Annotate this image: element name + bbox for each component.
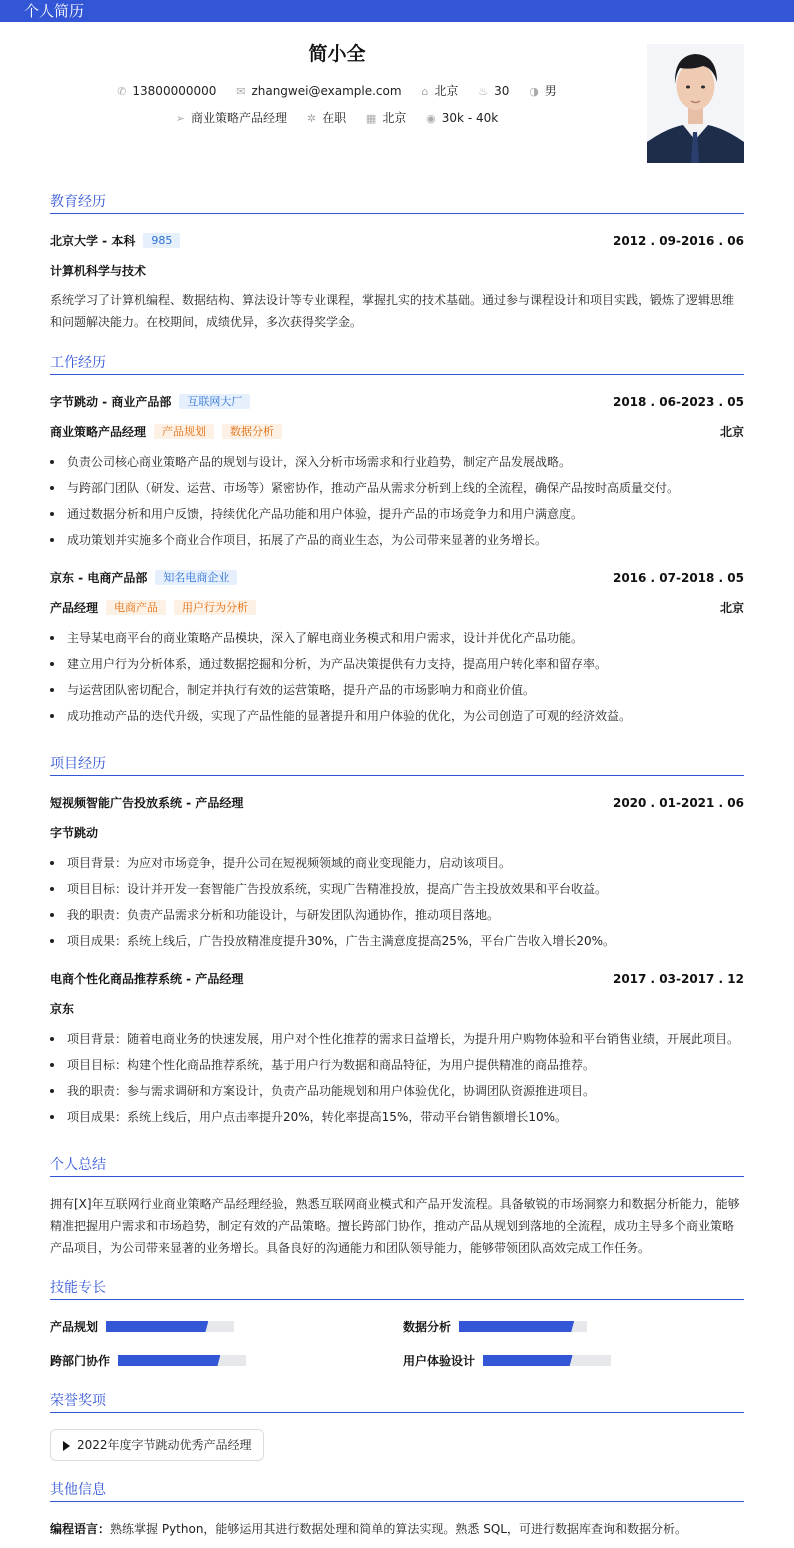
company-tag: 互联网大厂: [179, 394, 250, 409]
contact-row: [0, 83, 674, 100]
list-item: 我的职责：参与需求调研和方案设计，负责产品功能规划和用户体验优化，协调团队资源推进项目。: [50, 1083, 595, 1099]
status-item: [307, 110, 346, 127]
location-text: 北京: [434, 84, 459, 98]
job-intent-row: [0, 110, 674, 127]
project-date: 2017 . 03-2017 . 12: [612, 972, 744, 986]
skill-bar: [106, 1321, 234, 1332]
list-item: 项目目标：设计并开发一套智能广告投放系统，实现广告精准投放，提高广告主投放效果和平台收益。: [50, 881, 607, 897]
phone-icon: ✆: [117, 85, 127, 98]
section-divider: [50, 213, 744, 214]
caret-right-icon: [63, 1441, 70, 1451]
list-item: 成功策划并实施多个商业合作项目，拓展了产品的商业生态，为公司带来显著的业务增长。: [50, 532, 547, 548]
skill-label: 数据分析: [403, 1320, 452, 1334]
company-name: 字节跳动 - 商业产品部: [50, 395, 172, 409]
education-date: 2012 . 09-2016 . 06: [612, 234, 744, 248]
list-item: 通过数据分析和用户反馈，持续优化产品功能和用户体验，提升产品的市场竞争力和用户满意度。: [50, 506, 583, 522]
company-name: 京东 - 电商产品部: [50, 571, 148, 585]
role-name: 产品经理: [50, 601, 99, 615]
school-name: 北京大学 - 本科: [50, 234, 136, 248]
role-tag: 电商产品: [106, 600, 166, 615]
work-company: [50, 570, 237, 586]
work-city: 北京: [719, 425, 744, 439]
summary-line: 拥有[X]年互联网行业商业策略产品经理经验，熟悉互联网商业模式和产品开发流程。具备敏锐的市场洞察力和数据分析能力，能够: [50, 1197, 740, 1211]
skill-bar-fill: [483, 1355, 573, 1366]
list-item: 我的职责：负责产品需求分析和功能设计，与研发团队沟通协作，推动项目落地。: [50, 907, 499, 923]
list-item: 与运营团队密切配合，制定并执行有效的运营策略，提升产品的市场影响力和商业价值。: [50, 682, 535, 698]
status-text: 在职: [322, 111, 347, 125]
work-role: [50, 600, 256, 616]
profile-name: 简小全: [308, 43, 366, 65]
other-section-title: 其他信息: [50, 1482, 106, 1498]
list-item: 项目目标：构建个性化商品推荐系统，基于用户行为数据和商品特征，为用户提供精准的商品推荐。: [50, 1057, 595, 1073]
role-tag: 数据分析: [222, 424, 282, 439]
city-item: [366, 110, 406, 127]
skill-bar: [118, 1355, 246, 1366]
coin-icon: ◉: [426, 112, 436, 125]
phone-item: [117, 83, 216, 100]
skill-bar: [459, 1321, 587, 1332]
summary-line: 精准把握用户需求和市场趋势，制定有效的产品策略。擅长跨部门协作，推动产品从规划到落地的全流程，成功主导多个商业策略: [50, 1219, 735, 1233]
other-label: 编程语言：: [50, 1522, 111, 1536]
profile-photo: [647, 44, 744, 163]
award-text: 2022年度字节跳动优秀产品经理: [77, 1438, 252, 1452]
phone-text: 13800000000: [132, 84, 217, 98]
list-item: 与跨部门团队（研发、运营、市场等）紧密协作，推动产品从需求分析到上线的全流程，确保产品按时高质量交付。: [50, 480, 679, 496]
list-item: 项目成果：系统上线后，用户点击率提升20%，转化率提高15%，带动平台销售额增长10%。: [50, 1109, 567, 1125]
project-name: 短视频智能广告投放系统 - 产品经理: [50, 796, 244, 810]
section-divider: [50, 374, 744, 375]
work-company: [50, 394, 250, 410]
position-text: 商业策略产品经理: [191, 111, 288, 125]
salary-text: 30k - 40k: [441, 111, 499, 125]
work-date: 2018 . 06-2023 . 05: [612, 395, 744, 409]
work-role: [50, 424, 282, 440]
skill-bar-fill: [106, 1321, 208, 1332]
list-item: 项目成果：系统上线后，广告投放精准度提升30%，广告主满意度提高25%，平台广告收入增长20%。: [50, 933, 615, 949]
gender-text: 男: [544, 84, 557, 98]
honors-section-title: 荣誉奖项: [50, 1393, 106, 1409]
cake-icon: ♨: [478, 85, 489, 98]
building-icon: ▦: [365, 112, 377, 125]
work-date: 2016 . 07-2018 . 05: [612, 571, 744, 585]
other-text: 熟练掌握 Python，能够运用其进行数据处理和简单的算法实现。熟悉 SQL，可进行数据库查询和数据分析。: [110, 1522, 687, 1536]
work-city: 北京: [719, 601, 744, 615]
mail-icon: ✉: [236, 85, 246, 98]
role-tag: 用户行为分析: [174, 600, 256, 615]
section-divider: [50, 1176, 744, 1177]
email-item: [236, 83, 401, 100]
skill-bar-fill: [118, 1355, 220, 1366]
education-major: 计算机科学与技术: [50, 264, 147, 278]
list-item: 建立用户行为分析体系，通过数据挖掘和分析，为产品决策提供有力支持，提高用户转化率和留存率。: [50, 656, 607, 672]
skill-label: 跨部门协作: [50, 1354, 111, 1368]
top-bar: [0, 0, 794, 22]
section-divider: [50, 1412, 744, 1413]
send-icon: ➢: [175, 112, 186, 125]
project-name: 电商个性化商品推荐系统 - 产品经理: [50, 972, 244, 986]
skill-label: 产品规划: [50, 1320, 99, 1334]
skill-bar: [483, 1355, 611, 1366]
status-icon: ✲: [306, 112, 317, 125]
skill-bar-fill: [459, 1321, 574, 1332]
email-text: zhangwei@example.com: [251, 84, 402, 98]
other-info: [50, 1521, 687, 1537]
age-text: 30: [494, 84, 510, 98]
award-toggle[interactable]: [50, 1429, 264, 1461]
header-title: 个人简历: [24, 2, 85, 20]
salary-item: [426, 110, 498, 127]
section-divider: [50, 1501, 744, 1502]
company-tag: 知名电商企业: [155, 570, 237, 585]
list-item: 成功推动产品的迭代升级，实现了产品性能的显著提升和用户体验的优化，为公司创造了可观的经济效益。: [50, 708, 631, 724]
project-company: 京东: [50, 1002, 75, 1016]
home-icon: ⌂: [421, 85, 429, 98]
summary-line: 产品项目，为公司带来显著的业务增长。具备良好的沟通能力和团队领导能力，能够带领团队高效完成工作任务。: [50, 1241, 651, 1255]
summary-section-title: 个人总结: [50, 1157, 106, 1173]
skills-section-title: 技能专长: [50, 1280, 106, 1296]
list-item: 项目背景：为应对市场竞争，提升公司在短视频领域的商业变现能力，启动该项目。: [50, 855, 511, 871]
list-item: 负责公司核心商业策略产品的规划与设计，深入分析市场需求和行业趋势，制定产品发展战略。: [50, 454, 571, 470]
role-tag: 产品规划: [154, 424, 214, 439]
location-item: [421, 83, 458, 100]
position-item: [176, 110, 287, 127]
skill-label: 用户体验设计: [403, 1354, 476, 1368]
section-divider: [50, 1299, 744, 1300]
projects-section-title: 项目经历: [50, 756, 106, 772]
work-section-title: 工作经历: [50, 355, 106, 371]
city-text: 北京: [382, 111, 407, 125]
role-name: 商业策略产品经理: [50, 425, 147, 439]
project-company: 字节跳动: [50, 826, 99, 840]
section-divider: [50, 775, 744, 776]
education-section-title: 教育经历: [50, 194, 106, 210]
project-date: 2020 . 01-2021 . 06: [612, 796, 744, 810]
age-item: [478, 83, 509, 100]
education-school: [50, 233, 180, 249]
school-tag: 985: [143, 233, 180, 248]
gender-icon: ◑: [529, 85, 539, 98]
list-item: 项目背景：随着电商业务的快速发展，用户对个性化推荐的需求日益增长，为提升用户购物体验和平台销售业绩，开展此项目。: [50, 1031, 739, 1047]
list-item: 主导某电商平台的商业策略产品模块，深入了解电商业务模式和用户需求，设计并优化产品功能。: [50, 630, 583, 646]
gender-item: [529, 83, 557, 100]
education-desc: 系统学习了计算机编程、数据结构、算法设计等专业课程，掌握扎实的技术基础。通过参与课程设计和项目实践，锻炼了逻辑思维和问题解决能力。在校期间，成绩优异，多次获得奖学金。: [50, 293, 735, 329]
